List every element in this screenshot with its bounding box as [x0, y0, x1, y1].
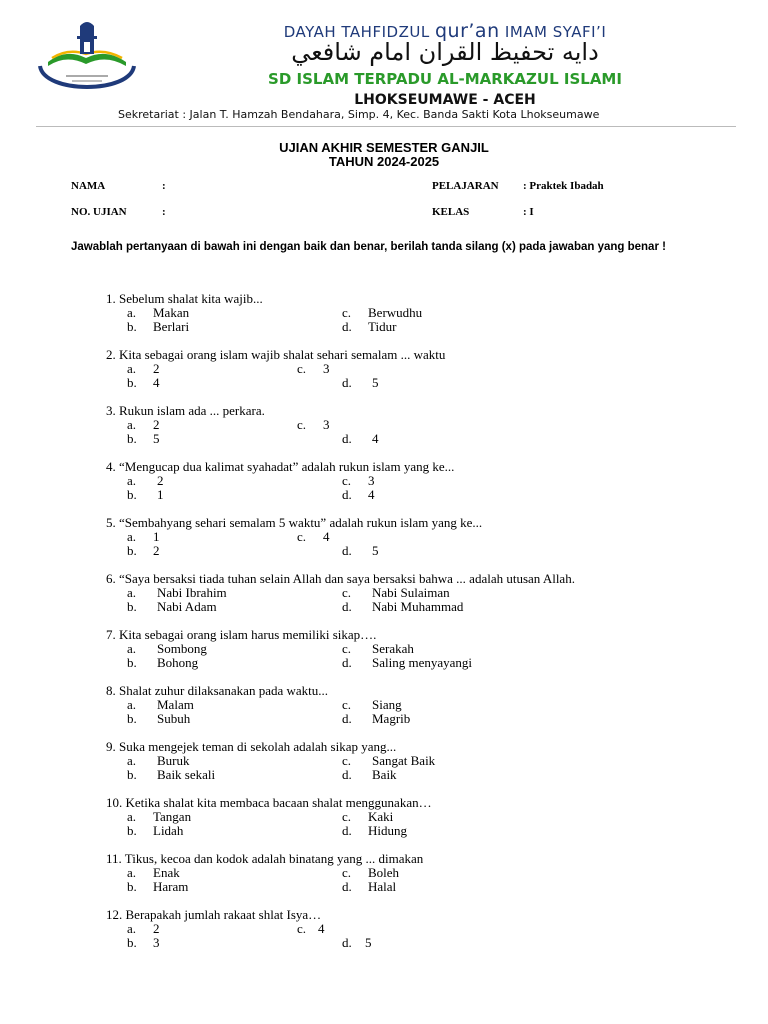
option-letter: b. [127, 935, 137, 950]
question-stem: 3. Rukun islam ada ... perkara. [106, 403, 265, 418]
option-letter: b. [127, 487, 137, 502]
question-stem: 9. Suka mengejek teman di sekolah adalah sikap yang... [106, 739, 397, 754]
option-text: Nabi Ibrahim [157, 585, 227, 600]
option-letter: b. [127, 543, 137, 558]
option-letter: a. [127, 529, 137, 544]
option-text: 4 [318, 921, 325, 936]
option-text: Serakah [372, 641, 414, 656]
option-letter: d. [342, 487, 352, 502]
noujian-colon: : [162, 206, 166, 218]
option-letter: d. [342, 599, 352, 614]
option-text: Tangan [153, 809, 192, 824]
option-letter: d. [342, 543, 352, 558]
option-text: Halal [368, 879, 397, 894]
option-letter: a. [127, 753, 137, 768]
nama-colon: : [162, 180, 166, 192]
option-letter: b. [127, 375, 137, 390]
question-stem: 1. Sebelum shalat kita wajib... [106, 291, 263, 306]
option-text: 5 [153, 431, 160, 446]
option-text: Buruk [157, 753, 190, 768]
option-text: Berlari [153, 319, 190, 334]
exam-year: TAHUN 2024-2025 [328, 154, 440, 169]
option-letter: a. [127, 361, 137, 376]
header-dayah-right: IMAM SYAFI’I [504, 23, 607, 41]
option-letter: c. [297, 921, 307, 936]
option-letter: c. [342, 809, 352, 824]
option-text: 5 [365, 935, 372, 950]
option-text: Kaki [368, 809, 394, 824]
option-text: 3 [323, 417, 330, 432]
option-text: 2 [153, 921, 160, 936]
option-letter: b. [127, 655, 137, 670]
option-text: Tidur [368, 319, 397, 334]
option-letter: c. [342, 865, 352, 880]
option-letter: c. [342, 697, 352, 712]
pelajaran-label: PELAJARAN [432, 180, 499, 192]
question-stem: 10. Ketika shalat kita membaca bacaan shalat menggunakan… [106, 795, 432, 810]
option-letter: d. [342, 935, 352, 950]
question-stem: 12. Berapakah jumlah rakaat shlat Isya… [106, 907, 322, 922]
question-stem: 5. “Sembahyang sehari semalam 5 waktu” adalah rukun islam yang ke... [106, 515, 483, 530]
option-letter: d. [342, 375, 352, 390]
option-letter: d. [342, 879, 352, 894]
option-text: Nabi Muhammad [372, 599, 464, 614]
option-text: 1 [157, 487, 164, 502]
option-text: Magrib [372, 711, 411, 726]
option-letter: c. [342, 473, 352, 488]
header-divider [36, 126, 736, 127]
option-text: Boleh [368, 865, 400, 880]
option-letter: c. [297, 529, 307, 544]
noujian-label: NO. UJIAN [71, 206, 127, 218]
option-text: 1 [153, 529, 160, 544]
option-letter: c. [342, 753, 352, 768]
option-text: 4 [153, 375, 160, 390]
kelas-value: : I [523, 206, 534, 218]
instruction-text: Jawablah pertanyaan di bawah ini dengan baik dan benar, berilah tanda silang (x) pada jawaban yang benar ! [71, 241, 666, 253]
option-text: Baik sekali [157, 767, 216, 782]
option-letter: d. [342, 431, 352, 446]
option-letter: b. [127, 431, 137, 446]
option-text: Hidung [368, 823, 407, 838]
option-text: 2 [157, 473, 164, 488]
option-letter: a. [127, 697, 137, 712]
option-text: 3 [323, 361, 330, 376]
option-letter: a. [127, 809, 137, 824]
question-stem: 8. Shalat zuhur dilaksanakan pada waktu... [106, 683, 329, 698]
option-letter: d. [342, 655, 352, 670]
option-letter: d. [342, 767, 352, 782]
option-text: Siang [372, 697, 402, 712]
header-arabic-title: دايه تحفيظ القران امام شافعي [291, 38, 599, 66]
option-letter: a. [127, 417, 137, 432]
option-text: Berwudhu [368, 305, 423, 320]
option-letter: b. [127, 879, 137, 894]
option-letter: a. [127, 865, 137, 880]
option-text: Makan [153, 305, 190, 320]
header-address: Sekretariat : Jalan T. Hamzah Bendahara, Simp. 4, Kec. Banda Sakti Kota Lhokseumawe [118, 108, 600, 121]
option-letter: b. [127, 711, 137, 726]
option-text: 4 [372, 431, 379, 446]
question-stem: 7. Kita sebagai orang islam harus memiliki sikap…. [106, 627, 377, 642]
option-letter: b. [127, 319, 137, 334]
option-text: Subuh [157, 711, 191, 726]
option-letter: b. [127, 823, 137, 838]
option-text: Baik [372, 767, 397, 782]
option-letter: b. [127, 599, 137, 614]
question-stem: 4. “Mengucap dua kalimat syahadat” adalah rukun islam yang ke... [106, 459, 455, 474]
header-dayah-left: DAYAH TAHFIDZUL [283, 23, 430, 41]
option-letter: d. [342, 319, 352, 334]
option-text: Sombong [157, 641, 207, 656]
exam-title: UJIAN AKHIR SEMESTER GANJIL [279, 140, 489, 155]
kelas-label: KELAS [432, 206, 470, 218]
option-text: 2 [153, 417, 160, 432]
option-letter: c. [342, 305, 352, 320]
option-text: 5 [372, 543, 379, 558]
option-text: Nabi Adam [157, 599, 217, 614]
option-letter: a. [127, 641, 137, 656]
option-text: 2 [153, 361, 160, 376]
question-stem: 11. Tikus, kecoa dan kodok adalah binatang yang ... dimakan [106, 851, 424, 866]
option-letter: d. [342, 823, 352, 838]
option-letter: a. [127, 305, 137, 320]
option-text: Saling menyayangi [372, 655, 473, 670]
pelajaran-value: : Praktek Ibadah [523, 180, 604, 192]
header-dayah-quran: qur’an [434, 20, 500, 42]
option-letter: a. [127, 473, 137, 488]
option-text: 4 [323, 529, 330, 544]
option-text: Nabi Sulaiman [372, 585, 450, 600]
option-text: Bohong [157, 655, 199, 670]
option-text: Sangat Baik [372, 753, 436, 768]
school-logo [36, 18, 138, 102]
option-text: 3 [368, 473, 375, 488]
option-text: 4 [368, 487, 375, 502]
question-stem: 6. “Saya bersaksi tiada tuhan selain Allah dan saya bersaksi bahwa ... adalah utusan Allah. [106, 571, 575, 586]
option-text: Malam [157, 697, 194, 712]
question-stem: 2. Kita sebagai orang islam wajib shalat sehari semalam ... waktu [106, 347, 446, 362]
option-letter: c. [297, 417, 307, 432]
option-text: Lidah [153, 823, 184, 838]
option-letter: c. [342, 641, 352, 656]
option-letter: a. [127, 585, 137, 600]
option-letter: c. [342, 585, 352, 600]
header-city: LHOKSEUMAWE - ACEH [354, 92, 536, 108]
option-text: 2 [153, 543, 160, 558]
option-letter: c. [297, 361, 307, 376]
header-school-name: SD ISLAM TERPADU AL-MARKAZUL ISLAMI [268, 70, 622, 88]
option-text: Haram [153, 879, 189, 894]
option-text: 5 [372, 375, 379, 390]
option-text: Enak [153, 865, 180, 880]
nama-label: NAMA [71, 180, 106, 192]
option-letter: a. [127, 921, 137, 936]
option-letter: b. [127, 767, 137, 782]
option-text: 3 [153, 935, 160, 950]
option-letter: d. [342, 711, 352, 726]
